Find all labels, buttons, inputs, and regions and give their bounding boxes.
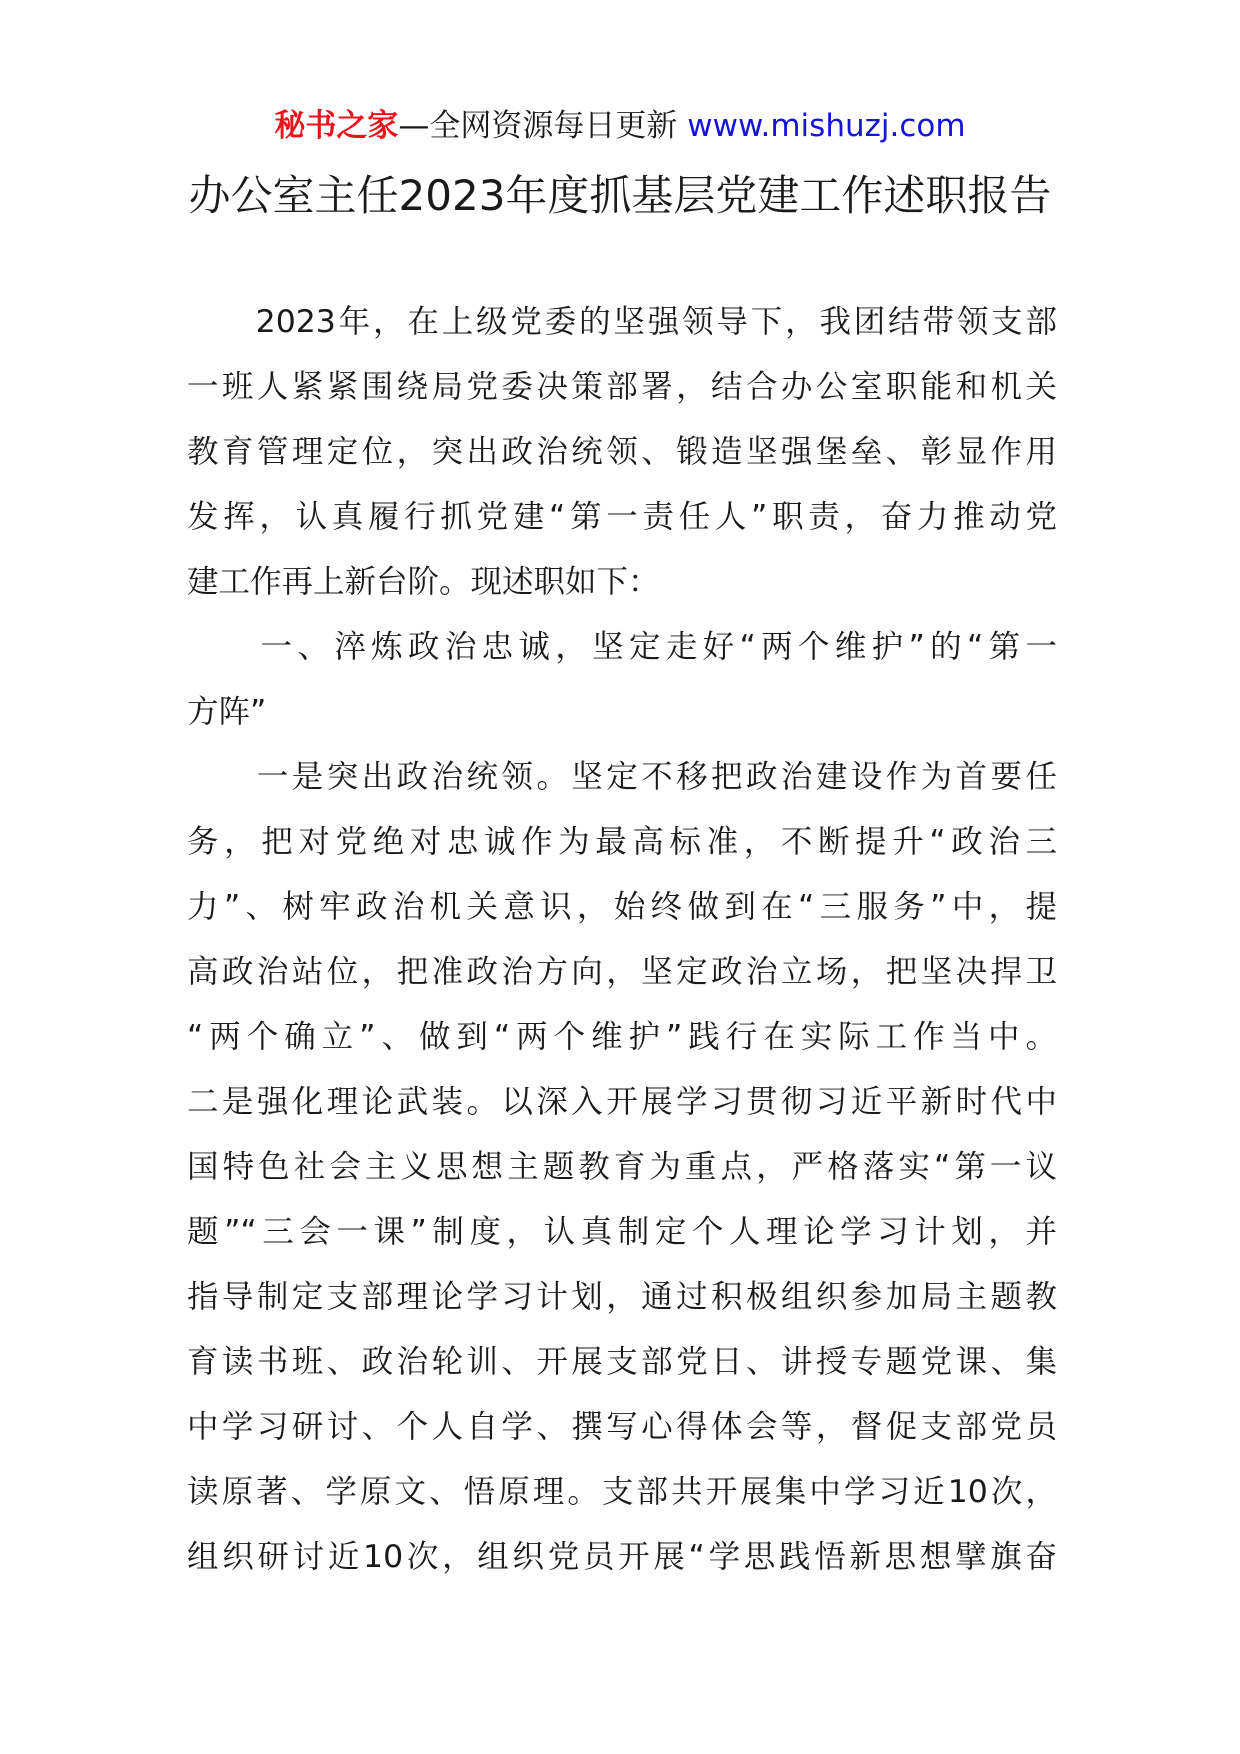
document-body (187, 290, 1057, 1590)
body-line: 二是强化理论武装。以深入开展学习贯彻习近平新时代中 (187, 1084, 1057, 1120)
body-line: 建工作再上新台阶。现述职如下： (187, 564, 660, 600)
body-line: 读原著、学原文、悟原理。支部共开展集中学习近10次， (187, 1474, 1057, 1510)
body-line: 一是突出政治统领。坚定不移把政治建设作为首要任 (187, 759, 1057, 795)
body-line: 一班人紧紧围绕局党委决策部署，结合办公室职能和机关 (187, 369, 1057, 405)
body-line: 务，把对党绝对忠诚作为最高标准，不断提升“政治三 (187, 824, 1057, 860)
section-heading-line: 一、淬炼政治忠诚，坚定走好“两个维护”的“第一 (187, 629, 1057, 665)
body-line: 发挥，认真履行抓党建“第一责任人”职责，奋力推动党 (187, 499, 1057, 535)
header-tagline: —全网资源每日更新 (398, 108, 678, 144)
body-line: 组织研讨近10次，组织党员开展“学思践悟新思想擘旗奋 (187, 1539, 1057, 1575)
body-line: 2023年，在上级党委的坚强领导下，我团结带领支部 (187, 304, 1057, 340)
body-line: 高政治站位，把准政治方向，坚定政治立场，把坚决捍卫 (187, 954, 1057, 990)
body-line: 国特色社会主义思想主题教育为重点，严格落实“第一议 (187, 1149, 1057, 1185)
site-header (0, 104, 1240, 148)
site-url[interactable]: www.mishuzj.com (687, 108, 966, 144)
document-title: 办公室主任2023年度抓基层党建工作述职报告 (188, 171, 1052, 220)
brand-name: 秘书之家 (274, 108, 399, 144)
body-line: 力”、树牢政治机关意识，始终做到在“三服务”中，提 (187, 889, 1057, 925)
body-line: 中学习研讨、个人自学、撰写心得体会等，督促支部党员 (187, 1409, 1057, 1445)
body-line: 题”“三会一课”制度，认真制定个人理论学习计划，并 (187, 1214, 1057, 1250)
body-line: “两个确立”、做到“两个维护”践行在实际工作当中。 (187, 1019, 1057, 1055)
body-line: 育读书班、政治轮训、开展支部党日、讲授专题党课、集 (187, 1344, 1057, 1380)
section-heading-line: 方阵” (187, 694, 267, 730)
body-line: 教育管理定位，突出政治统领、锻造坚强堡垒、彰显作用 (187, 434, 1057, 470)
body-line: 指导制定支部理论学习计划，通过积极组织参加局主题教 (187, 1279, 1057, 1315)
